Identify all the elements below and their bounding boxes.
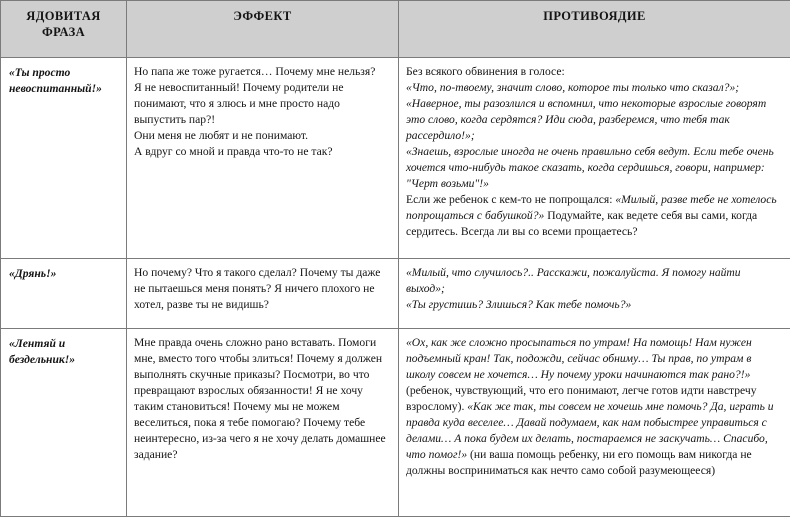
text-line: Но почему? Что я такого сделал? Почему ты даже не пытаешься меня понять? Я ничего плохого не хотел, разве ты не видишь? xyxy=(134,265,391,313)
text-paragraph xyxy=(406,265,780,297)
quoted-text: «Что, по-твоему, значит слово, которое ты только что сказал?»; xyxy=(406,81,739,94)
text-paragraph xyxy=(406,64,780,80)
text-line: Я не невоспитанный! Почему родители не понимают, что я злюсь и мне просто надо выпустить пар?! xyxy=(134,80,391,128)
table-row xyxy=(1,258,790,328)
text-paragraph xyxy=(406,335,780,479)
table-header xyxy=(1,1,790,58)
cell-phrase: «Лентяй и бездельник!» xyxy=(1,328,127,516)
cell-effect xyxy=(127,328,399,516)
column-header-antidote: ПРОТИВОЯДИЕ xyxy=(399,1,790,58)
cell-effect xyxy=(127,258,399,328)
cell-antidote xyxy=(399,57,790,258)
plain-text: Если же ребенок с кем-то не попрощался: xyxy=(406,193,615,206)
table-row xyxy=(1,328,790,516)
table-header-row xyxy=(1,1,790,58)
cell-antidote xyxy=(399,258,790,328)
text-line: Они меня не любят и не понимают. xyxy=(134,128,391,144)
text-line: Мне правда очень сложно рано вставать. Помоги мне, вместо того чтобы злиться! Почему я должен выполнять скучные приказы? Посмотри, во что превращают взрослых обязанности! Я не хочу таким становиться! Почему мы не можем веселиться, пока я тебе помогаю? Почему тебе неинтересно, из-за чего я не хочу делать домашнее задание? xyxy=(134,335,391,463)
quoted-text: «Милый, разве тебе не хотелось попрощаться с бабушкой?» xyxy=(406,193,777,222)
text-paragraph xyxy=(406,96,780,144)
quoted-text: «Ты грустишь? Злишься? Как тебе помочь?» xyxy=(406,298,631,311)
text-line: А вдруг со мной и правда что-то не так? xyxy=(134,144,391,160)
text-paragraph xyxy=(406,192,780,240)
plain-text: Подумайте, как ведете себя вы сами, когда сердитесь. Всегда ли вы со всеми прощаетесь? xyxy=(406,209,757,238)
text-paragraph xyxy=(406,297,780,313)
quoted-text: «Как же так, ты совсем не хочешь мне помочь? Да, играть и правда куда веселее… Давай подумаем, как нам побыстрее управиться с делами… А пока будем их делать, постараемся не заскучать… Спасибо, что помог!» xyxy=(406,400,774,461)
quoted-text: «Милый, что случилось?.. Расскажи, пожалуйста. Я помогу найти выход»; xyxy=(406,266,741,295)
text-paragraph xyxy=(406,80,780,96)
table-row xyxy=(1,57,790,258)
text-line: Но папа же тоже ругается… Почему мне нельзя? xyxy=(134,64,391,80)
plain-text: (ни ваша помощь ребенку, ни его помощь вам никогда не должны восприниматься как нечто само собой разумеющееся) xyxy=(406,448,752,477)
text-paragraph xyxy=(406,144,780,192)
quoted-text: «Ох, как же сложно просыпаться по утрам! На помощь! Нам нужен подъемный кран! Так, подожди, сейчас обниму… Ты прав, по утрам в школу совсем не хочется… Ну почему уроки начинаются так рано?!» xyxy=(406,336,752,381)
cell-antidote xyxy=(399,328,790,516)
column-header-effect: ЭФФЕКТ xyxy=(127,1,399,58)
column-header-phrase: ЯДОВИТАЯ ФРАЗА xyxy=(1,1,127,58)
plain-text: Без всякого обвинения в голосе: xyxy=(406,65,565,78)
quoted-text: «Наверное, ты разозлился и вспомнил, что некоторые взрослые говорят это слово, когда сердятся? Иди сюда, разберемся, что тебя так рассердило!»; xyxy=(406,97,766,142)
cell-effect xyxy=(127,57,399,258)
table-body xyxy=(1,57,790,516)
cell-phrase: «Ты просто невоспитанный!» xyxy=(1,57,127,258)
cell-phrase: «Дрянь!» xyxy=(1,258,127,328)
quoted-text: «Знаешь, взрослые иногда не очень правильно себя ведут. Если тебе очень хочется что-нибудь такое сказать, когда сердишься, говори, например: "Черт возьми"!» xyxy=(406,145,774,190)
plain-text: (ребенок, чувствующий, что его понимают, легче готов идти навстречу взрослому). xyxy=(406,384,757,413)
